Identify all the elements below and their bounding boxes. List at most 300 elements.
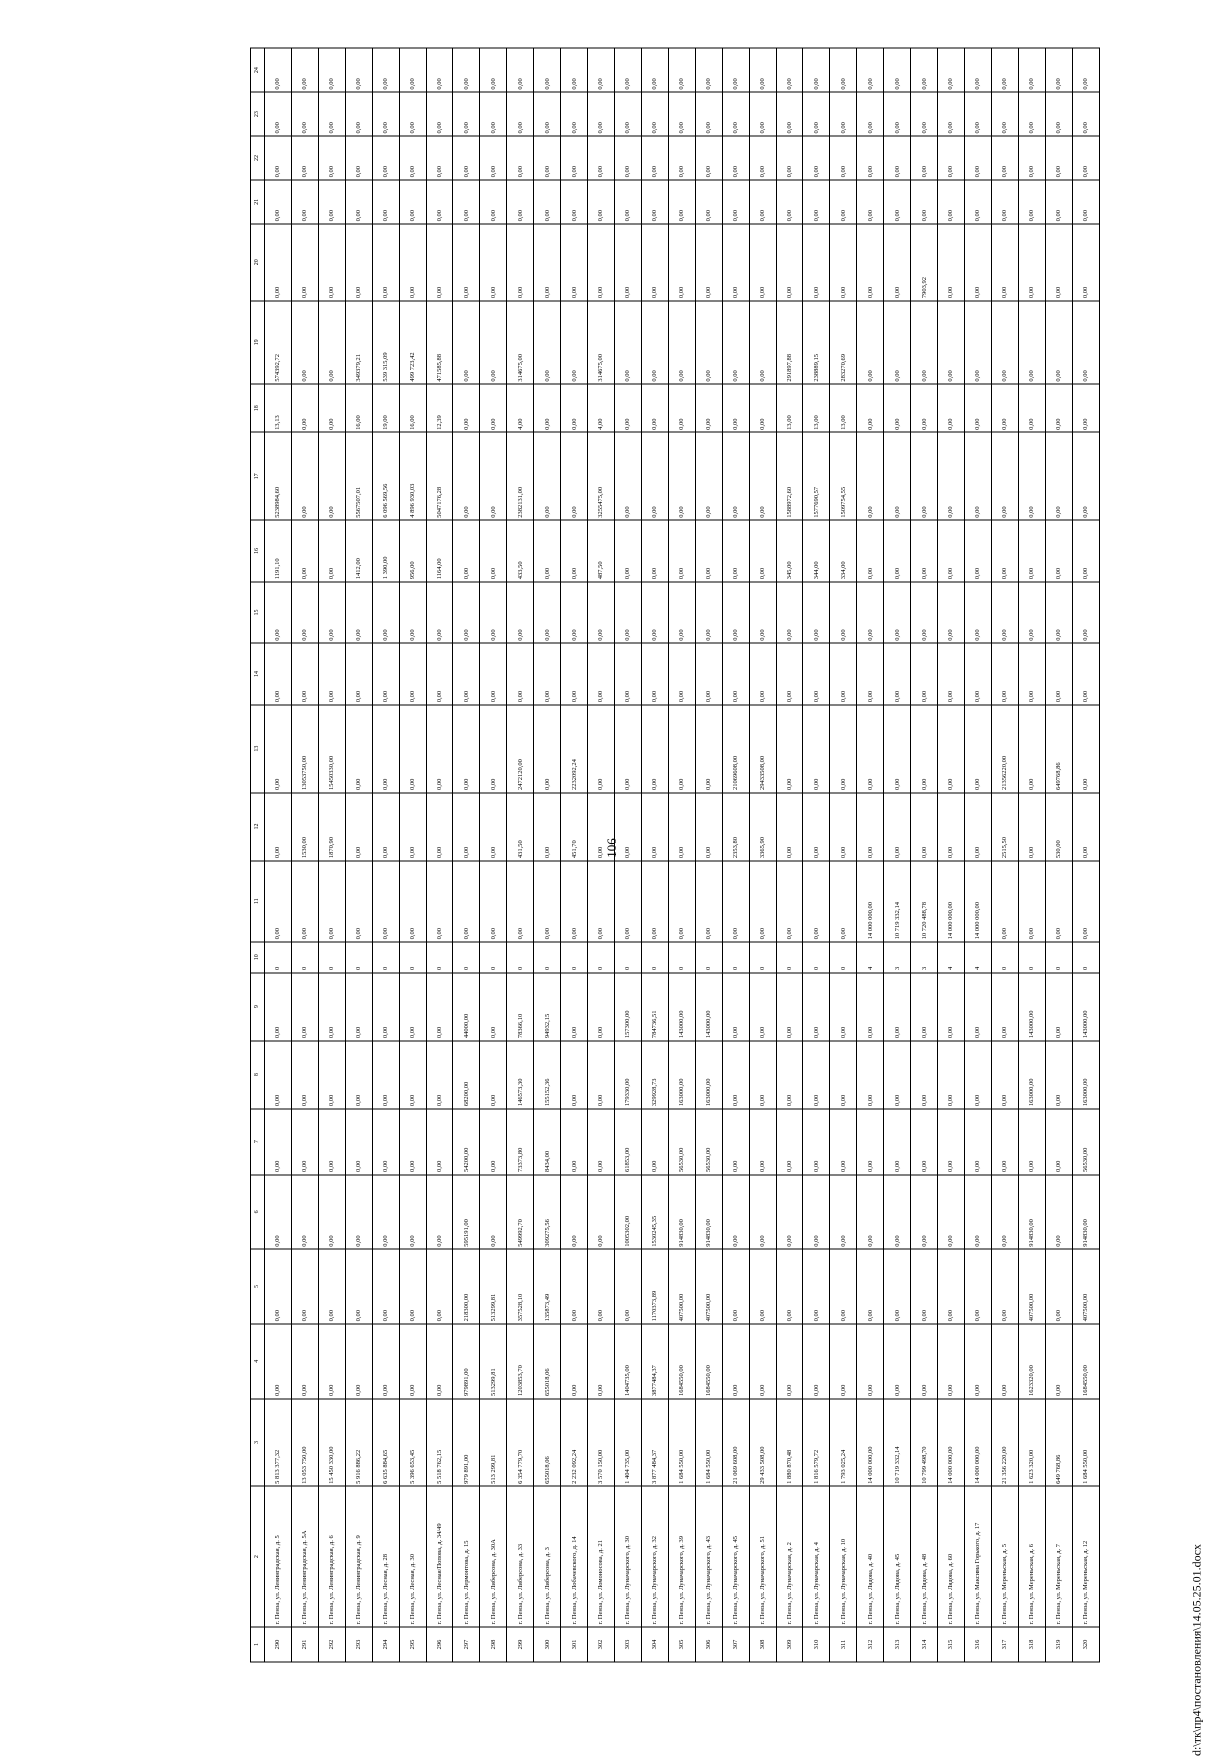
value-cell: 0,00	[803, 136, 830, 180]
value-cell: 0,00	[641, 48, 668, 92]
value-cell: 0,00	[318, 48, 345, 92]
value-cell: 0,00	[1072, 92, 1099, 136]
value-cell: 345,00	[776, 520, 803, 581]
address-cell: г. Пенза, ул. Ленинградская, д. 9	[345, 1486, 372, 1627]
value-cell: 979 891,00	[453, 1399, 480, 1487]
column-header: 7	[251, 1109, 265, 1175]
value-cell: 0,00	[291, 48, 318, 92]
value-cell: 0,00	[265, 92, 292, 136]
value-cell: 0,00	[318, 861, 345, 942]
value-cell: 0,00	[964, 48, 991, 92]
column-header: 5	[251, 1249, 265, 1324]
value-cell: 0,00	[588, 48, 615, 92]
value-cell: 471585,88	[426, 301, 453, 384]
value-cell: 0,00	[534, 224, 561, 301]
value-cell: 0,00	[318, 92, 345, 136]
value-cell: 0,00	[830, 705, 857, 793]
value-cell: 0,00	[1018, 432, 1045, 520]
value-cell: 10 719 332,14	[884, 1399, 911, 1487]
value-cell: 0,00	[695, 520, 722, 581]
value-cell: 0,00	[265, 180, 292, 224]
row-number-cell: 306	[695, 1627, 722, 1662]
value-cell: 0,00	[1072, 582, 1099, 643]
table-row	[534, 48, 561, 1662]
value-cell: 0,00	[561, 861, 588, 942]
value-cell: 5 396 653,45	[399, 1399, 426, 1487]
value-cell: 530,00	[1045, 793, 1072, 861]
value-cell: 0,00	[1045, 1041, 1072, 1109]
column-header: 2	[251, 1486, 265, 1627]
value-cell: 0,00	[399, 1109, 426, 1175]
table-row	[938, 48, 965, 1662]
value-cell: 0,00	[722, 384, 749, 432]
value-cell: 21 356 220,00	[991, 1399, 1018, 1487]
value-cell: 0,00	[641, 136, 668, 180]
value-cell: 0,00	[480, 643, 507, 704]
value-cell: 0,00	[641, 861, 668, 942]
table-row	[372, 48, 399, 1662]
value-cell: 0,00	[318, 301, 345, 384]
value-cell: 0,00	[426, 1109, 453, 1175]
value-cell: 0,00	[561, 1109, 588, 1175]
value-cell: 0,00	[318, 582, 345, 643]
value-cell: 0,00	[749, 384, 776, 432]
value-cell: 0,00	[695, 136, 722, 180]
value-cell: 2382131,00	[507, 432, 534, 520]
value-cell: 0,00	[749, 643, 776, 704]
table-row	[507, 48, 534, 1662]
value-cell: 10 799 498,70	[911, 1399, 938, 1487]
value-cell: 0,00	[372, 793, 399, 861]
value-cell: 0,00	[964, 92, 991, 136]
value-cell: 0,00	[830, 973, 857, 1041]
value-cell: 0,00	[991, 1041, 1018, 1109]
value-cell: 73373,80	[507, 1109, 534, 1175]
value-cell: 0,00	[372, 705, 399, 793]
value-cell: 0,00	[938, 793, 965, 861]
value-cell: 0,00	[884, 180, 911, 224]
value-cell: 0,00	[1045, 582, 1072, 643]
value-cell: 0,00	[749, 432, 776, 520]
value-cell: 0,00	[372, 861, 399, 942]
value-cell: 1164,00	[426, 520, 453, 581]
value-cell: 0,00	[722, 973, 749, 1041]
value-cell: 0,00	[265, 973, 292, 1041]
value-cell: 0,00	[345, 180, 372, 224]
value-cell: 655018,06	[534, 1324, 561, 1399]
value-cell: 407500,00	[668, 1249, 695, 1324]
value-cell: 0,00	[1045, 520, 1072, 581]
row-number-cell: 310	[803, 1627, 830, 1662]
value-cell: 14 000 000,00	[857, 861, 884, 942]
value-cell: 649 768,86	[1045, 1399, 1072, 1487]
value-cell: 0,00	[561, 180, 588, 224]
value-cell: 0,00	[964, 1249, 991, 1324]
value-cell: 0	[561, 942, 588, 973]
value-cell: 0,00	[695, 643, 722, 704]
value-cell: 0,00	[857, 705, 884, 793]
value-cell: 0,00	[345, 1249, 372, 1324]
value-cell: 135873,49	[534, 1249, 561, 1324]
value-cell: 0,00	[830, 582, 857, 643]
value-cell: 0,00	[938, 224, 965, 301]
page-number: 106	[604, 838, 619, 858]
value-cell: 0,00	[426, 793, 453, 861]
value-cell: 13,13	[265, 384, 292, 432]
value-cell: 29 433 508,00	[749, 1399, 776, 1487]
value-cell: 0,00	[911, 180, 938, 224]
value-cell: 0	[1045, 942, 1072, 973]
value-cell: 0,00	[480, 705, 507, 793]
table-row	[265, 48, 292, 1662]
value-cell: 0,00	[722, 861, 749, 942]
value-cell: 0,00	[1018, 582, 1045, 643]
value-cell: 0,00	[884, 582, 911, 643]
value-cell: 0,00	[857, 224, 884, 301]
value-cell: 0,00	[614, 582, 641, 643]
value-cell: 0,00	[803, 1175, 830, 1250]
value-cell: 0,00	[480, 432, 507, 520]
value-cell: 0,00	[722, 1175, 749, 1250]
table-row	[426, 48, 453, 1662]
value-cell: 0,00	[749, 1109, 776, 1175]
value-cell: 4,00	[507, 384, 534, 432]
value-cell: 0,00	[1072, 705, 1099, 793]
value-cell: 0,00	[749, 48, 776, 92]
value-cell: 0,00	[426, 861, 453, 942]
row-number-cell: 308	[749, 1627, 776, 1662]
value-cell: 0,00	[265, 1249, 292, 1324]
value-cell: 0,00	[399, 582, 426, 643]
row-number-cell: 293	[345, 1627, 372, 1662]
value-cell: 0,00	[776, 48, 803, 92]
row-number-cell: 311	[830, 1627, 857, 1662]
value-cell: 0,00	[614, 180, 641, 224]
value-cell: 0,00	[534, 793, 561, 861]
value-cell: 0,00	[749, 136, 776, 180]
value-cell: 0,00	[884, 973, 911, 1041]
value-cell: 0,00	[641, 643, 668, 704]
value-cell: 0,00	[991, 973, 1018, 1041]
value-cell: 3365,90	[749, 793, 776, 861]
value-cell: 0,00	[480, 861, 507, 942]
value-cell: 0,00	[507, 224, 534, 301]
value-cell: 0,00	[857, 48, 884, 92]
value-cell: 157300,00	[614, 973, 641, 1041]
value-cell: 0,00	[426, 92, 453, 136]
row-number-cell: 314	[911, 1627, 938, 1662]
value-cell: 0	[534, 942, 561, 973]
value-cell: 16,00	[345, 384, 372, 432]
row-number-cell: 302	[588, 1627, 615, 1662]
value-cell: 0,00	[695, 48, 722, 92]
value-cell: 0,00	[318, 1324, 345, 1399]
value-cell: 0,00	[668, 384, 695, 432]
value-cell: 10 719 332,14	[884, 861, 911, 942]
column-header: 24	[251, 48, 265, 92]
value-cell: 0,00	[749, 180, 776, 224]
value-cell: 0,00	[830, 1175, 857, 1250]
value-cell: 0,00	[1018, 1109, 1045, 1175]
table-row	[345, 48, 372, 1662]
value-cell: 143000,00	[1072, 973, 1099, 1041]
value-cell: 0,00	[588, 1109, 615, 1175]
value-cell: 1404735,00	[614, 1324, 641, 1399]
value-cell: 0,00	[480, 793, 507, 861]
value-cell: 19,00	[372, 384, 399, 432]
address-cell: г. Пенза, ул. Мереньская, д. 12	[1072, 1486, 1099, 1627]
value-cell: 0,00	[776, 180, 803, 224]
value-cell: 3	[911, 942, 938, 973]
value-cell: 0,00	[803, 1324, 830, 1399]
value-cell: 0,00	[561, 224, 588, 301]
column-header: 19	[251, 301, 265, 384]
value-cell: 0,00	[1018, 92, 1045, 136]
address-cell: г. Пенза, ул. Лобачевского, д. 14	[561, 1486, 588, 1627]
value-cell: 0,00	[1045, 432, 1072, 520]
value-cell: 4 896 930,03	[399, 432, 426, 520]
table-row	[614, 48, 641, 1662]
value-cell: 0	[749, 942, 776, 973]
value-cell: 0	[695, 942, 722, 973]
address-cell: г. Пенза, ул. Максима Горького, д. 17	[964, 1486, 991, 1627]
value-cell: 0,00	[668, 180, 695, 224]
value-cell: 0,00	[991, 92, 1018, 136]
value-cell: 0,00	[803, 643, 830, 704]
value-cell: 0,00	[1018, 384, 1045, 432]
value-cell: 0,00	[291, 1041, 318, 1109]
value-cell: 0,00	[776, 224, 803, 301]
value-cell: 0,00	[991, 1249, 1018, 1324]
row-number-cell: 294	[372, 1627, 399, 1662]
value-cell: 0,00	[291, 1324, 318, 1399]
value-cell: 0,00	[911, 705, 938, 793]
value-cell: 0,00	[480, 1175, 507, 1250]
value-cell: 0,00	[991, 136, 1018, 180]
value-cell: 1509754,55	[830, 432, 857, 520]
column-header: 4	[251, 1324, 265, 1399]
value-cell: 0,00	[749, 1324, 776, 1399]
value-cell: 2 232 092,24	[561, 1399, 588, 1487]
value-cell: 0,00	[964, 432, 991, 520]
value-cell: 0,00	[857, 1249, 884, 1324]
table-row	[1045, 48, 1072, 1662]
value-cell: 56530,00	[668, 1109, 695, 1175]
value-cell: 0,00	[749, 1041, 776, 1109]
value-cell: 14 000 000,00	[964, 861, 991, 942]
value-cell: 0,00	[588, 861, 615, 942]
value-cell: 0,00	[964, 582, 991, 643]
value-cell: 0,00	[561, 384, 588, 432]
row-number-cell: 317	[991, 1627, 1018, 1662]
value-cell: 0,00	[534, 520, 561, 581]
value-cell: 0,00	[964, 180, 991, 224]
value-cell: 0,00	[588, 1041, 615, 1109]
value-cell: 0,00	[830, 793, 857, 861]
value-cell: 0,00	[668, 582, 695, 643]
value-cell: 0,00	[318, 384, 345, 432]
value-cell: 0,00	[749, 861, 776, 942]
value-cell: 0,00	[453, 136, 480, 180]
value-cell: 0,00	[399, 1324, 426, 1399]
row-number-cell: 290	[265, 1627, 292, 1662]
value-cell: 0,00	[507, 861, 534, 942]
value-cell: 0,00	[291, 582, 318, 643]
value-cell: 0,00	[426, 973, 453, 1041]
value-cell: 0,00	[991, 861, 1018, 942]
column-header: 9	[251, 973, 265, 1041]
value-cell: 0,00	[1045, 136, 1072, 180]
value-cell: 0,00	[1018, 224, 1045, 301]
value-cell: 649768,86	[1045, 705, 1072, 793]
value-cell: 0,00	[318, 520, 345, 581]
value-cell: 0,00	[1045, 301, 1072, 384]
value-cell: 44000,00	[453, 973, 480, 1041]
value-cell: 349379,21	[345, 301, 372, 384]
value-cell: 0,00	[911, 48, 938, 92]
value-cell: 0,00	[426, 180, 453, 224]
value-cell: 0,00	[991, 1175, 1018, 1250]
value-cell: 0,00	[722, 520, 749, 581]
value-cell: 0,00	[1018, 705, 1045, 793]
value-cell: 1 793 025,24	[830, 1399, 857, 1487]
value-cell: 0,00	[641, 384, 668, 432]
value-cell: 0,00	[399, 1041, 426, 1109]
value-cell: 431,50	[507, 793, 534, 861]
value-cell: 314675,00	[588, 301, 615, 384]
value-cell: 0,00	[722, 136, 749, 180]
value-cell: 0,00	[426, 582, 453, 643]
value-cell: 0,00	[1045, 48, 1072, 92]
value-cell: 0,00	[668, 643, 695, 704]
value-cell: 914830,00	[1072, 1175, 1099, 1250]
value-cell: 0,00	[614, 793, 641, 861]
value-cell: 0	[722, 942, 749, 973]
value-cell: 0,00	[964, 301, 991, 384]
value-cell: 0,00	[265, 793, 292, 861]
value-cell: 0,00	[964, 793, 991, 861]
address-cell: г. Пенза, ул. Мереньская, д. 6	[1018, 1486, 1045, 1627]
value-cell: 0,00	[776, 1109, 803, 1175]
value-cell: 0,00	[857, 1175, 884, 1250]
value-cell: 0,00	[318, 136, 345, 180]
value-cell: 0,00	[722, 582, 749, 643]
value-cell: 14 000 000,00	[857, 1399, 884, 1487]
value-cell: 314675,00	[507, 301, 534, 384]
value-cell: 0,00	[776, 92, 803, 136]
row-number-cell: 312	[857, 1627, 884, 1662]
value-cell: 0,00	[372, 973, 399, 1041]
value-cell: 0,00	[318, 432, 345, 520]
value-cell: 0,00	[480, 520, 507, 581]
address-cell: г. Пенза, ул. Луначарская, д. 2	[776, 1486, 803, 1627]
value-cell: 0,00	[911, 1041, 938, 1109]
value-cell: 0,00	[426, 1175, 453, 1250]
value-cell: 54200,00	[453, 1109, 480, 1175]
value-cell: 0,00	[453, 48, 480, 92]
value-cell: 0,00	[291, 92, 318, 136]
value-cell: 0,00	[884, 301, 911, 384]
value-cell: 5 518 762,15	[426, 1399, 453, 1487]
value-cell: 143000,00	[695, 973, 722, 1041]
value-cell: 0,00	[372, 1175, 399, 1250]
address-cell: г. Пенза, ул. Лядова, д. 45	[884, 1486, 911, 1627]
value-cell: 0,00	[776, 582, 803, 643]
value-cell: 143000,00	[668, 973, 695, 1041]
value-cell: 14 000 000,00	[938, 861, 965, 942]
value-cell: 1 684 550,00	[695, 1399, 722, 1487]
value-cell: 334,00	[830, 520, 857, 581]
value-cell: 0,00	[1018, 861, 1045, 942]
value-cell: 0,00	[911, 384, 938, 432]
value-cell: 179330,00	[614, 1041, 641, 1109]
row-number-cell: 303	[614, 1627, 641, 1662]
value-cell: 0	[372, 942, 399, 973]
value-cell: 0,00	[776, 136, 803, 180]
value-cell: 0,00	[964, 643, 991, 704]
value-cell: 539 315,09	[372, 301, 399, 384]
value-cell: 0,00	[857, 582, 884, 643]
value-cell: 329928,73	[641, 1041, 668, 1109]
value-cell: 0,00	[938, 301, 965, 384]
value-cell: 549992,70	[507, 1175, 534, 1250]
value-cell: 0,00	[803, 973, 830, 1041]
value-cell: 0,00	[534, 136, 561, 180]
value-cell: 0,00	[453, 582, 480, 643]
value-cell: 0,00	[561, 301, 588, 384]
value-cell: 0,00	[1045, 92, 1072, 136]
value-cell: 2232092,24	[561, 705, 588, 793]
value-cell: 10 720 488,78	[911, 861, 938, 942]
column-header: 17	[251, 432, 265, 520]
data-table-container	[250, 48, 1100, 1663]
value-cell: 0,00	[265, 48, 292, 92]
value-cell: 0	[588, 942, 615, 973]
value-cell: 0,00	[722, 643, 749, 704]
value-cell: 0,00	[291, 301, 318, 384]
value-cell: 0,00	[399, 793, 426, 861]
value-cell: 0,00	[265, 582, 292, 643]
row-number-cell: 299	[507, 1627, 534, 1662]
value-cell: 14 000 000,00	[964, 1399, 991, 1487]
value-cell: 0,00	[964, 136, 991, 180]
value-cell: 0,00	[265, 1041, 292, 1109]
value-cell: 0,00	[372, 1324, 399, 1399]
value-cell: 0,00	[265, 1324, 292, 1399]
column-header: 10	[251, 942, 265, 973]
value-cell: 0,00	[911, 1109, 938, 1175]
value-cell: 13,00	[776, 384, 803, 432]
value-cell: 0,00	[1072, 432, 1099, 520]
value-cell: 0,00	[857, 301, 884, 384]
value-cell: 0,00	[561, 582, 588, 643]
value-cell: 0,00	[964, 384, 991, 432]
table-row	[830, 48, 857, 1662]
value-cell: 0,00	[1072, 224, 1099, 301]
value-cell: 1 623 320,00	[1018, 1399, 1045, 1487]
value-cell: 0,00	[749, 582, 776, 643]
value-cell: 0,00	[911, 793, 938, 861]
row-number-cell: 309	[776, 1627, 803, 1662]
value-cell: 0,00	[695, 384, 722, 432]
value-cell: 407500,00	[695, 1249, 722, 1324]
value-cell: 61853,00	[614, 1109, 641, 1175]
address-cell: г. Пенза, ул. Ленинградская, д. 5	[265, 1486, 292, 1627]
value-cell: 0,00	[749, 1175, 776, 1250]
address-cell: г. Пенза, ул. Либерсона, д. 3	[534, 1486, 561, 1627]
address-cell: г. Пенза, ул. Либерсона, д. 33	[507, 1486, 534, 1627]
row-number-cell: 320	[1072, 1627, 1099, 1662]
